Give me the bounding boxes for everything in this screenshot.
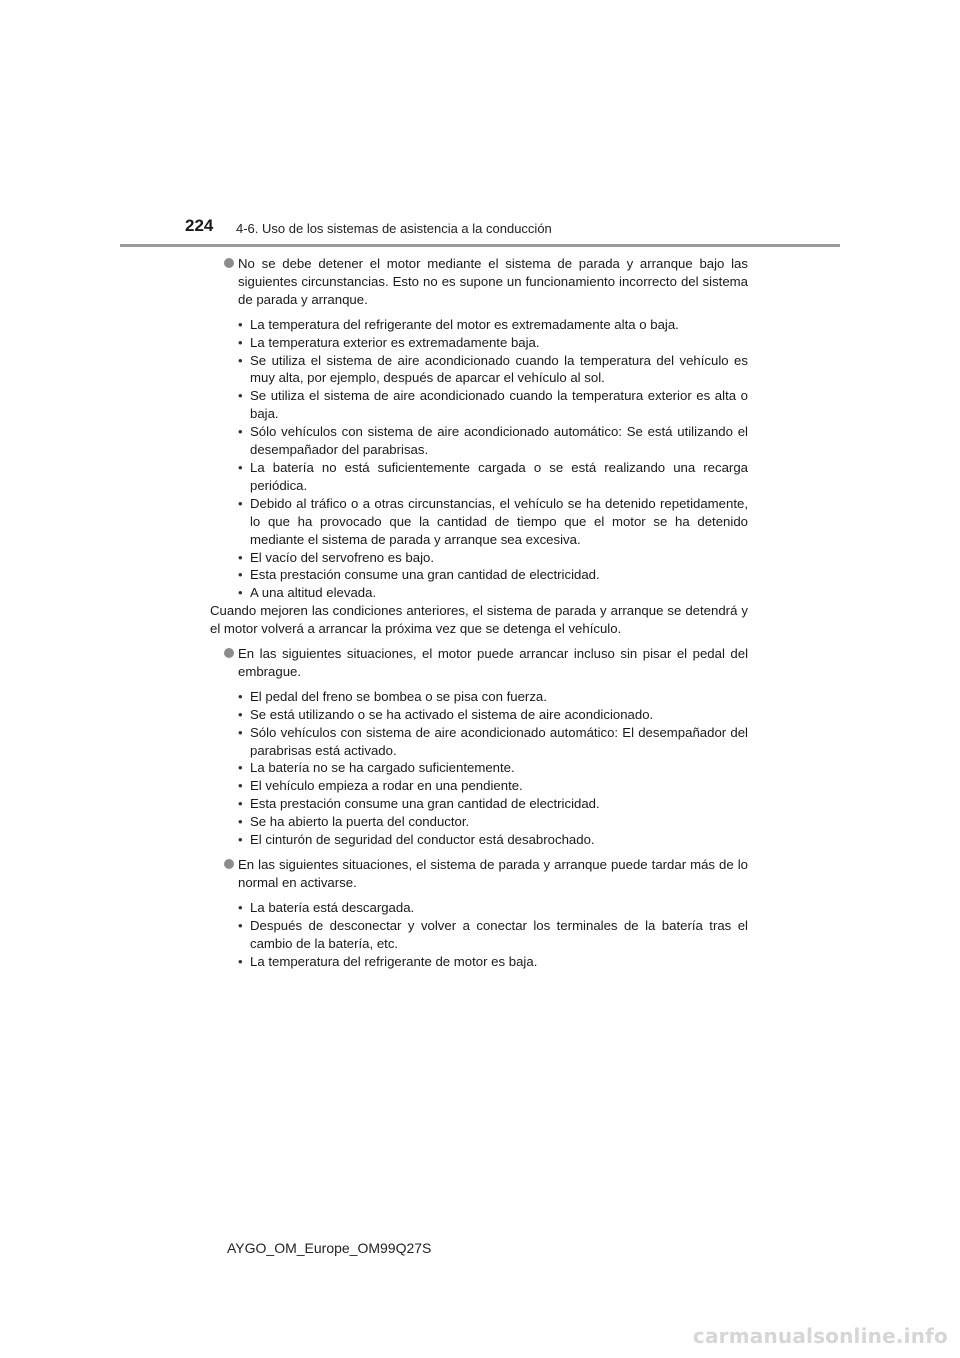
bullet-paragraph (224, 856, 748, 892)
bullet-block-2 (224, 645, 748, 849)
list-item: • Esta prestación consume una gran cantidad de electricidad. (238, 566, 748, 584)
list-item: • A una altitud elevada. (238, 584, 748, 602)
watermark: carmanualsonline.info (692, 1324, 948, 1348)
header-rule (120, 244, 840, 247)
list-item: • Sólo vehículos con sistema de aire acondicionado automático: El desempañador del parabrisas está activado. (238, 724, 748, 760)
bullet-dot-icon (224, 648, 234, 658)
list-item: • Se ha abierto la puerta del conductor. (238, 813, 748, 831)
note-paragraph: Cuando mejoren las condiciones anteriores, el sistema de parada y arranque se detendrá y el motor volverá a arrancar la próxima vez que se detenga el vehículo. (210, 603, 748, 637)
bullet-block-1 (224, 255, 748, 602)
list-item: • El cinturón de seguridad del conductor está desabrochado. (238, 831, 748, 849)
list-item: • La batería está descargada. (238, 899, 748, 917)
bullet-text: No se debe detener el motor mediante el sistema de parada y arranque bajo las siguientes circunstancias. Esto no es supone un funcionamiento incorrecto del sistema de parada y arranque. (238, 256, 748, 307)
page-number: 224 (185, 216, 214, 235)
condition-list (224, 688, 748, 849)
list-item: • La temperatura del refrigerante de motor es baja. (238, 953, 748, 971)
bullet-text: En las siguientes situaciones, el motor puede arrancar incluso sin pisar el pedal del embrague. (238, 646, 748, 679)
list-item: • El vehículo empieza a rodar en una pendiente. (238, 777, 748, 795)
list-item: • El vacío del servofreno es bajo. (238, 549, 748, 567)
bullet-paragraph (224, 645, 748, 681)
list-item: • Se está utilizando o se ha activado el sistema de aire acondicionado. (238, 706, 748, 724)
bullet-text: En las siguientes situaciones, el sistema de parada y arranque puede tardar más de lo normal en activarse. (238, 857, 748, 890)
list-item: • Después de desconectar y volver a conectar los terminales de la batería tras el cambio de la batería, etc. (238, 917, 748, 953)
list-item: • La temperatura del refrigerante del motor es extremadamente alta o baja. (238, 316, 748, 334)
list-item: • Se utiliza el sistema de aire acondicionado cuando la temperatura del vehículo es muy alta, por ejemplo, después de aparcar el vehículo al sol. (238, 352, 748, 388)
list-item: • La batería no está suficientemente cargada o se está realizando una recarga periódica. (238, 459, 748, 495)
list-item: • Sólo vehículos con sistema de aire acondicionado automático: Se está utilizando el desempañador del parabrisas. (238, 423, 748, 459)
content (210, 255, 748, 977)
bullet-block-3 (224, 856, 748, 970)
list-item: • El pedal del freno se bombea o se pisa con fuerza. (238, 688, 748, 706)
list-item: • Se utiliza el sistema de aire acondicionado cuando la temperatura exterior es alta o baja. (238, 387, 748, 423)
bullet-dot-icon (224, 258, 234, 268)
bullet-paragraph (224, 255, 748, 309)
list-item: • Esta prestación consume una gran cantidad de electricidad. (238, 795, 748, 813)
document-code: AYGO_OM_Europe_OM99Q27S (227, 1240, 432, 1256)
condition-list (224, 316, 748, 603)
list-item: • Debido al tráfico o a otras circunstancias, el vehículo se ha detenido repetidamente, lo que ha provocado que la cantidad de tiempo que el motor se ha detenido mediante el sistema de parada y arranque sea excesiva. (238, 495, 748, 549)
condition-list (224, 899, 748, 971)
bullet-dot-icon (224, 859, 234, 869)
list-item: • La batería no se ha cargado suficientemente. (238, 759, 748, 777)
section-title: 4-6. Uso de los sistemas de asistencia a la conducción (236, 221, 552, 236)
list-item: • La temperatura exterior es extremadamente baja. (238, 334, 748, 352)
